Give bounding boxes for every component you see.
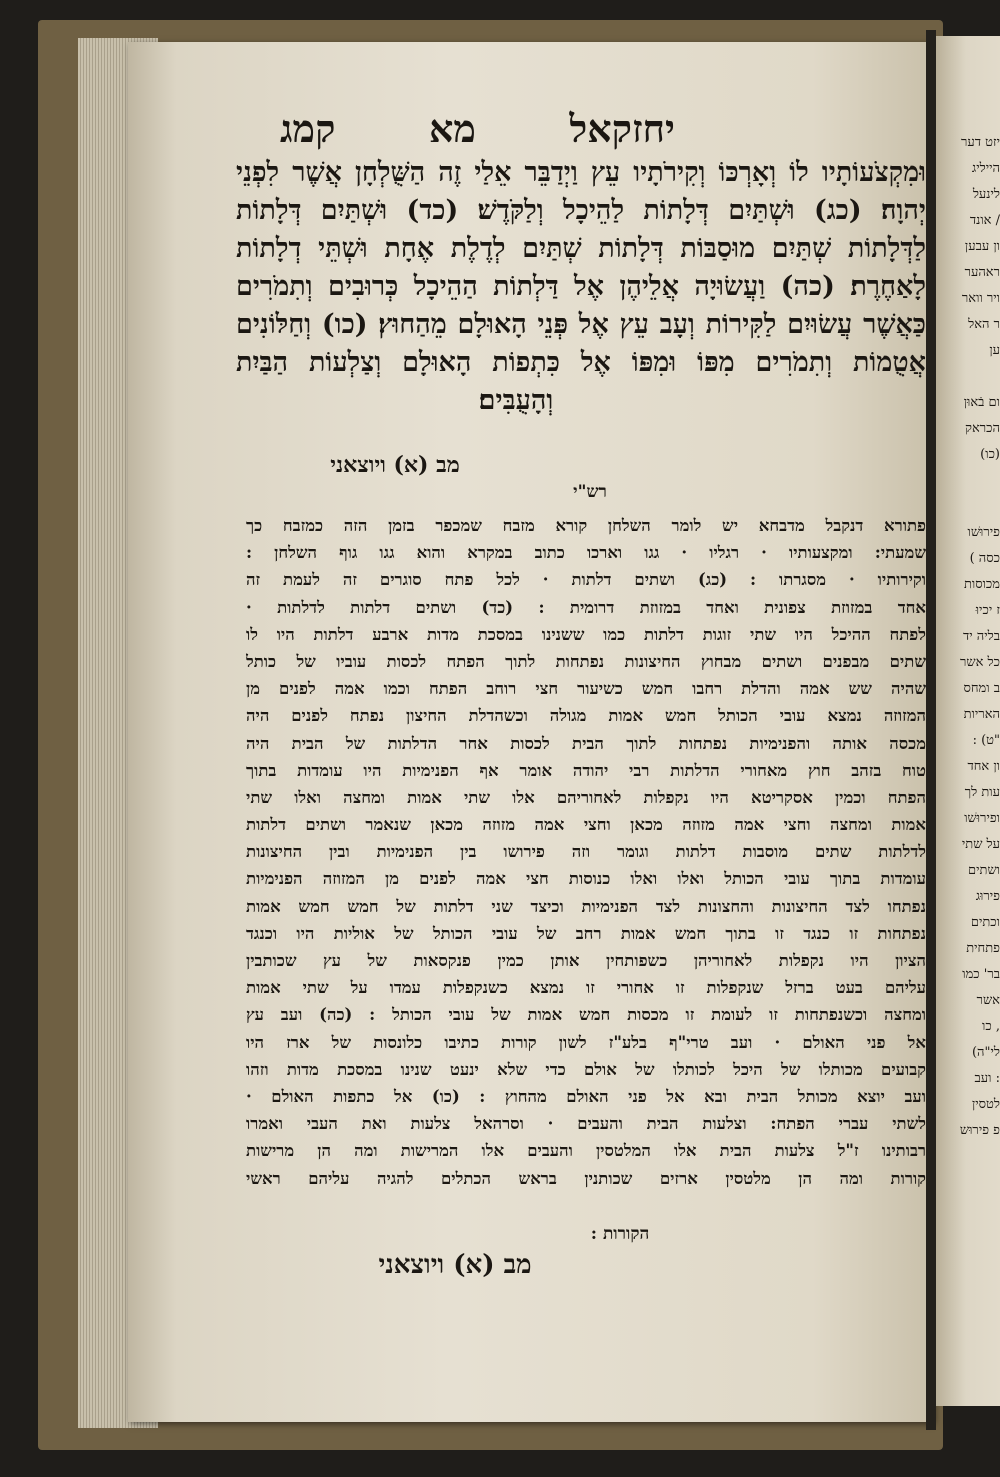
verse-text: [236, 154, 926, 420]
commentary-line: הפתח וכמין אסקריטא היו נקפלות לאחוריהם אלו שתי אמות ומחצה ואלו שתי: [246, 787, 926, 807]
commentary-line: שהיה שש אמה והדלת רחבו חמש כשיעור חצי רוחב הפתח וכמו אמה לפנים מן: [246, 679, 926, 699]
commentary-line: רבותינו ז"ל צלעות הבית אלו המלטסין והעבים אלו המרישות ומה הן מרישות: [246, 1141, 926, 1161]
verse-line: וְהָעֻבִּים׃: [478, 385, 554, 416]
commentary-line: קורות ומה הן מלטסין ארזים שכותנין בראש הכתלים להגיה עליהם ראשי: [246, 1168, 926, 1188]
right-page-line: פ פירוּש: [959, 1123, 1000, 1138]
right-page-line: פתחית: [966, 941, 1000, 956]
commentary-line: שמעתי: ומקצעותיו · רגליו · גגו וארכו כתוב במקרא והוא גגו גוף השלחן :: [246, 543, 926, 563]
verse-line: וּמִקְצֹעוֹתָיו לוֹ וְאָרְכּוֹ וְקִירֹתָיו עֵץ וַיְדַבֵּר אֵלַי זֶה הַשֻּׁלְחָן אֲשֶׁר לִפְנֵי: [236, 157, 926, 188]
right-page-line: לינעל: [972, 187, 1000, 202]
right-page-line: פירוּג: [975, 889, 1000, 904]
right-page-line: ופירוּשׁו: [964, 811, 1000, 826]
right-page-line: הייליג: [971, 161, 1000, 176]
right-page-line: ושתים: [968, 863, 1000, 878]
verse-line: כַּאֲשֶׁר עֲשׂוּיִם לַקִּירוֹת וְעָב עֵץ אֶל פְּנֵי הָאוּלָם מֵהַחוּץ׃ (כו) וְחַלּוֹנִים: [236, 309, 926, 340]
commentary-line: שתים מבפנים ושתים מבחוץ החיצונות נפתחות לתוך הפתח לכסות עוביו של כותל: [246, 651, 926, 671]
verse-line: יְהוָה׃ (כג) וּשְׁתַּיִם דְּלָתוֹת לַהֵיכָל וְלַקֹּדֶשׁ׃ (כד) וּשְׁתַּיִם דְּלָתוֹת: [236, 195, 926, 226]
right-page-line: ען: [989, 343, 1000, 358]
commentary-line: לפתח ההיכל היו שתי זוגות דלתות כמו ששנינו במסכת מדות ארבע דלתות היו לו: [246, 624, 926, 644]
right-page-text: [938, 130, 1000, 1144]
commentary-line: קבועים מכותלו של היכל לכותלו של אולם כדי שלא ינעט שנינו במסכת מדות וזהו: [246, 1059, 926, 1079]
folio-number: קמג: [280, 106, 336, 151]
right-page-line: יזט דער: [960, 135, 1000, 150]
right-page-line: ון עבען: [964, 239, 1000, 254]
right-page-line: ויר וואר: [961, 291, 1000, 306]
right-page-line: הכראק: [965, 421, 1000, 436]
right-page-line: עות לך: [964, 785, 1000, 800]
right-page-line: ראהער: [964, 265, 1000, 280]
commentary-line: נפתחות זו כנגד זו בתוך חמש אמות רחב של עובי הכותל של אוליות היו וכנגד: [246, 923, 926, 943]
commentary-line: אחד במזוזת צפונית ואחד במזוזת דרומית : (כד) ושתים דלתות לדלתות ·: [246, 597, 926, 617]
right-page-line: פירוּשׁו: [967, 525, 1000, 540]
right-page-line: ב ומחס: [963, 681, 1000, 696]
right-page-line: לטסין: [971, 1097, 1000, 1112]
right-page-line: [938, 364, 1000, 390]
book-title: יחזקאל: [569, 106, 675, 151]
right-page-line: [938, 468, 1000, 494]
commentary-line: המזוזה נמצא עובי הכותל חמש אמות מגולה וכשהדלת החיצון נפתח לפנים היה: [246, 706, 926, 726]
right-page-line: האריות: [963, 707, 1000, 722]
commentary-line: הציון היו נקפלות לאחוריהן כשפותחין אותן כמין פנקסאות של עץ שכותבין: [246, 951, 926, 970]
right-page-line: וכתים: [970, 915, 1000, 930]
right-page-line: (כו): [980, 447, 1000, 462]
right-page-line: , כו: [982, 1019, 1000, 1034]
commentary-line: אמות ומחצה וחצי אמה מזוזה מכאן וחצי אמה מזוזה מכאן שנאמר ושתים דלתות: [246, 815, 926, 835]
commentary-text: [246, 512, 926, 1192]
commentary-end: הקורות :: [590, 1224, 650, 1244]
right-page-line: "ט) :: [972, 733, 1000, 748]
right-page-line: על שתי: [961, 837, 1000, 852]
right-page-line: ון אחד: [967, 759, 1000, 774]
verse-line: לַדְּלָתוֹת שְׁתַּיִם מוּסַבּוֹת דְּלָתוֹת שְׁתַּיִם לְדֶלֶת אֶחָת וּשְׁתֵּי דְלָתוֹת: [236, 233, 926, 264]
verse-line: אֲטֻמוֹת וְתִמֹרִים מִפּוֹ וּמִפּוֹ אֶל כִּתְפוֹת הָאוּלָם וְצַלְעוֹת הַבַּיִת: [236, 347, 926, 378]
commentary-line: אל פני האולם · ועב טרי"ף בלע"ז לשון קורות כתיבו כלונסות של ארז היו: [246, 1032, 926, 1052]
commentary-line: וקירותיו · מסגרתו : (כג) ושתים דלתות · לכל פתח סוגרים זה לעמת זה: [246, 570, 926, 590]
right-page-line: / אונד: [969, 213, 1000, 228]
catchword: מב (א) ויוצאני: [378, 1250, 532, 1280]
commentary-line: לשתי עברי הפתח: וצלעות הבית והעבים · וסרהאל צלעות ואת העבי ואמרו: [246, 1114, 926, 1134]
right-page-line: בליה יד: [962, 629, 1000, 644]
verse-line: לָאַחֶרֶת׃ (כה) וַעֲשׂוּיָה אֲלֵיהֶן אֶל דַּלְתוֹת הַהֵיכָל כְּרוּבִים וְתִמֹרִים: [236, 271, 926, 302]
right-page-line: ום בֿאוּן: [963, 395, 1000, 410]
right-page-line: ר האל: [968, 317, 1000, 332]
right-page-line: כסה ): [969, 551, 1000, 566]
commentary-line: לדלתות שתים מוסבות דלתות וגומר וזה פירושו בין הפנימיות ובין החיצונות: [246, 842, 926, 862]
commentary-line: עומדות בתוך עובי הכותל ואלו ואלו כנוסות חצי אמה לפנים מן המזוזה הפנימיות: [246, 869, 926, 889]
commentary-line: מכסה אותה והפנימיות נפתחות לתוך הבית לכסות אחר הדלתות של הבית היה: [246, 733, 926, 753]
right-page-line: בר' כמו: [962, 967, 1000, 982]
commentary-line: נפתחו לצד החיצונות והחצונות לצד הפנימיות וכיצד שני דלתות של חמש חמש אמות: [246, 896, 926, 916]
chapter-number: מא: [428, 106, 476, 151]
commentary-line: טוח בזהב חוץ מאחורי הדלתות רבי יהודה אומר אף הפנימיות היו עומדות בתוך: [246, 760, 926, 780]
right-page-line: : ועב: [974, 1071, 1000, 1086]
right-page-line: כל אשר: [960, 655, 1000, 670]
book-gutter: [926, 30, 936, 1430]
right-page-line: מכוסות: [963, 577, 1000, 592]
right-page-line: לי"ה): [971, 1045, 1000, 1060]
chapter-heading: מב (א) ויוצאני: [330, 452, 460, 478]
page-header: [280, 100, 675, 158]
commentary-line: ומחצה וכשנפתחות זו לעומת זו מכסות חמש אמות של עובי הכותל : (כה) ועב עץ: [246, 1005, 926, 1025]
right-page-line: אשר: [976, 993, 1000, 1008]
right-page-line: ז יכיוּ: [975, 603, 1000, 618]
commentary-line: ועב יוצא מכותל הבית ובא אל פני האולם מהחוץ : (כו) אל כתפות האולם ·: [246, 1086, 926, 1106]
commentary-line: עליהם בעט ברזל שנקפלות זו אחורי זו נמצא כשנקפלות עמדו על שתי אמות: [246, 978, 926, 998]
commentary-line: פתורא דנקבל מדבחא יש לומר השלחן קורא מזבח שמכפר בזמן הזה כמזבח כך: [246, 516, 926, 535]
right-page-line: [938, 494, 1000, 520]
commentary-title: רש"י: [573, 482, 607, 502]
